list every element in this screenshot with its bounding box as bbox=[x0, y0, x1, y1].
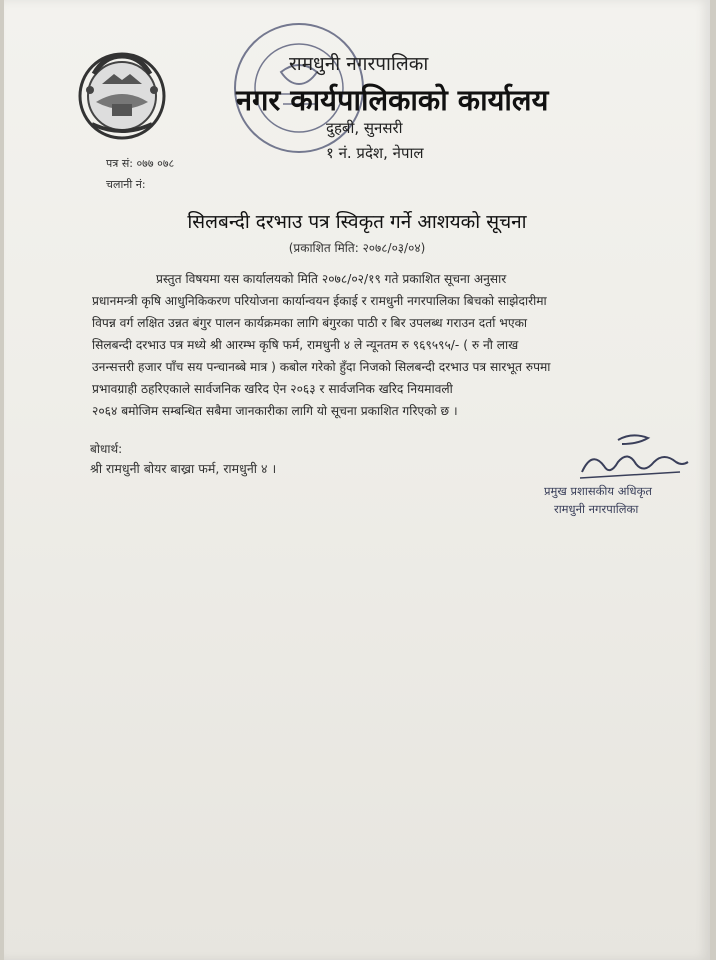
body-line: उनन्सत्तरी हजार पाँच सय पन्चानब्बे मात्र ) कबोल गरेको हुँदा निजको सिलबन्दी दरभाउ पत्र सारभूत रुपमा bbox=[92, 360, 551, 374]
signatory-org: रामधुनी नगरपालिका bbox=[554, 502, 639, 516]
body-line: प्रभावग्राही ठहरिएकाले सार्वजनिक खरिद ऐन २०६३ र सार्वजनिक खरिद नियमावली bbox=[92, 382, 453, 396]
notice-title: सिलबन्दी दरभाउ पत्र स्विकृत गर्ने आशयको सूचना bbox=[187, 211, 527, 233]
publish-date: (प्रकाशित मिति: २०७८/०३/०४) bbox=[288, 241, 426, 255]
body-line: विपन्न वर्ग लक्षित उन्नत बंगुर पालन कार्यक्रमका लागि बंगुरका पाठी र बिर उपलब्ध गराउन दर्ता भएका bbox=[92, 316, 528, 330]
nepal-emblem-icon bbox=[72, 44, 172, 144]
letter-number: पत्र सं: ०७७ ०७८ bbox=[106, 157, 175, 170]
body-line: प्रस्तुत विषयमा यस कार्यालयको मिति २०७८/०२/१९ गते प्रकाशित सूचना अनुसार bbox=[156, 272, 507, 286]
notice-body bbox=[92, 268, 674, 422]
cc-label: बोधार्थ: bbox=[90, 442, 123, 456]
dispatch-number: चलानी नं: bbox=[106, 178, 146, 191]
body-line: सिलबन्दी दरभाउ पत्र मध्ये श्री आरम्भ कृषि फर्म, रामधुनी ४ ले न्यूनतम रु ९६९५९५/- ( रु नौ लाख bbox=[92, 338, 519, 352]
signature-icon bbox=[574, 430, 694, 490]
province-name: १ नं. प्रदेश, नेपाल bbox=[326, 144, 424, 162]
office-name: नगर कार्यपालिकाको कार्यालय bbox=[236, 83, 549, 117]
document-page bbox=[4, 0, 710, 960]
office-address: दुहबी, सुनसरी bbox=[326, 119, 403, 137]
cc-recipient: श्री रामधुनी बोयर बाख्रा फर्म, रामधुनी ४ । bbox=[90, 461, 277, 476]
body-line: २०६४ बमोजिम सम्बन्धित सबैमा जानकारीका लागि यो सूचना प्रकाशित गरिएको छ । bbox=[92, 404, 458, 418]
body-line: प्रधानमन्त्री कृषि आधुनिकिकरण परियोजना कार्यान्वयन ईकाई र रामधुनी नगरपालिका बिचको साझेदारीमा bbox=[92, 294, 547, 308]
municipality-name: रामधुनी नगरपालिका bbox=[289, 53, 429, 75]
signatory-title: प्रमुख प्रशासकीय अधिकृत bbox=[544, 484, 652, 498]
